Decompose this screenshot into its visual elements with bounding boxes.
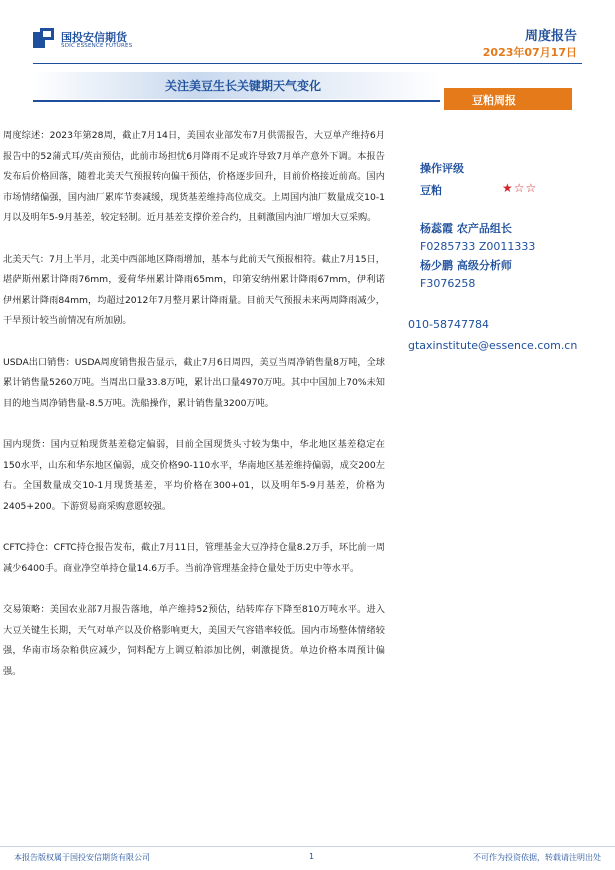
title-underline: [33, 100, 440, 102]
sidebar: [420, 160, 610, 290]
rating-product: 豆粕: [420, 184, 442, 197]
star-rating-icon: [502, 181, 537, 195]
analyst-2: 杨少鹏 高级分析师: [420, 259, 512, 272]
footer-divider: [0, 846, 615, 847]
report-body: [3, 126, 385, 703]
logo-english-name: SDIC ESSENCE FUTURES: [61, 43, 133, 49]
star-empty: ☆☆: [513, 181, 538, 195]
report-type: 周度报告: [524, 29, 577, 44]
category-badge: [444, 88, 572, 110]
contact-phone: 010-58747784: [408, 318, 489, 331]
company-logo: [33, 28, 183, 54]
footer-copyright: 本报告版权属于国投安信期货有限公司: [14, 853, 150, 862]
paragraph-cftc: CFTC持仓：CFTC持仓报告发布，截止7月11日，管理基金大豆净持仓量8.2万手，环比前一周减少6400手。商业净空单持仓量14.6万手。当前净管理基金持仓量处于历史中等水平。: [3, 542, 385, 574]
footer-disclaimer: 不可作为投资依据，转载请注明出处: [473, 853, 601, 862]
paragraph-summary: 周度综述：2023年第28周，截止7月14日，美国农业部发布7月供需报告，大豆单产维持6月报告中的52蒲式耳/英亩预估，此前市场担忧6月降雨不足或许导致7月单产意外下调。本报告发布后价格回落，随着北美天气预报转向偏干预估，价格逐步回升，目前价格接近前高。国内市场情绪偏强，国内油厂累库节奏减缓，现货基差维持高位成交。上周国内油厂数量成交10-1月以及明年5-9月基差，较定轻制。近月基差支撑价差合约，且刺激国内油厂增加大豆采购。: [3, 130, 385, 223]
title-banner: [33, 72, 440, 99]
paragraph-strategy: 交易策略：美国农业部7月报告落地，单产维持52预估，结转库存下降至810万吨水平。进入大豆关键生长期，天气对单产以及价格影响更大，美国天气容错率较低。国内市场整体情绪较强，华南市场杂粕供应减少，饲料配方上调豆粕添加比例，刺激提货。单边价格本周预计偏强。: [3, 604, 385, 677]
header-divider: [33, 63, 582, 64]
report-date: 2023年07月17日: [482, 46, 577, 59]
paragraph-domestic-spot: 国内现货：国内豆粕现货基差稳定偏弱，目前全国现货头寸较为集中，华北地区基差稳定在150水平，山东和华东地区偏弱，成交价格90-110水平，华南地区基差维持偏弱，成交200左右。全国数量成交10-1月现货基差，平均价格在300+01，以及明年5-9月基差，价格为2405+200。下游贸易商采购意愿较强。: [3, 439, 385, 512]
report-title: 关注美豆生长关键期天气变化: [165, 79, 322, 93]
logo-icon: [33, 28, 55, 50]
analyst-1-cert: F0285733 Z0011333: [420, 240, 536, 253]
paragraph-weather: 北美天气：7月上半月，北美中西部地区降雨增加，基本与此前天气预报相符。截止7月15日，堪萨斯州累计降雨76mm，爱荷华州累计降雨65mm，印第安纳州累计降雨67mm，伊利诺伊州累计降雨84mm，均超过2012年7月整月累计降雨量。目前天气预报未来两周降雨减少，干旱预计较当前情况有所加剧。: [3, 253, 385, 326]
analyst-2-cert: F3076258: [420, 277, 476, 290]
page-number: 1: [309, 852, 315, 861]
star-filled: ★: [502, 181, 514, 195]
paragraph-usda-export: USDA出口销售：USDA周度销售报告显示，截止7月6日周四，美豆当周净销售量8万吨，全球累计销售量5260万吨。当周出口量33.8万吨，累计出口量4970万吨。其中中国加上70%未知目的地当周净销售量-8.5万吨。洗船操作，累计销售量3200万吨。: [3, 356, 385, 409]
contact-email[interactable]: gtaxinstitute@essence.com.cn: [408, 339, 578, 352]
rating-label: 操作评级: [420, 162, 464, 175]
analyst-1: 杨蕊霞 农产品组长: [420, 222, 512, 235]
category-label: 豆粕周报: [472, 94, 516, 107]
rating-row: [420, 182, 610, 200]
logo-chinese-name: 国投安信期货: [61, 31, 127, 44]
